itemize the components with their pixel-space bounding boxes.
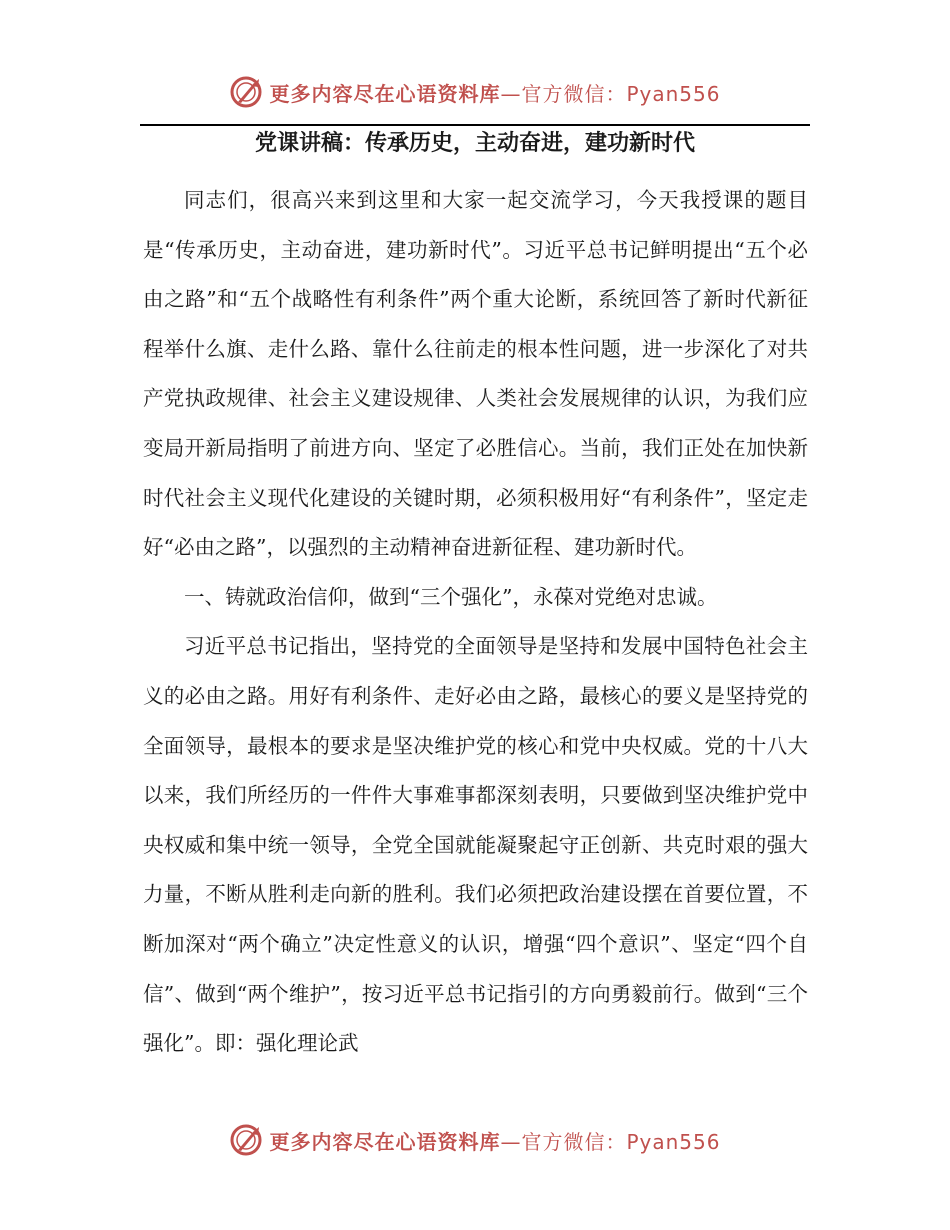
header-banner — [0, 72, 950, 112]
paragraph-intro: 同志们，很高兴来到这里和大家一起交流学习，今天我授课的题目是“传承历史，主动奋进，建功新时代”。习近平总书记鲜明提出“五个必由之路”和“五个战略性有利条件”两个重大论断，系统回答了新时代新征程举什么旗、走什么路、靠什么往前走的根本性问题，进一步深化了对共产党执政规律、社会主义建设规律、人类社会发展规律的认识，为我们应变局开新局指明了前进方向、坚定了必胜信心。当前，我们正处在加快新时代社会主义现代化建设的关键时期，必须积极用好“有利条件”，坚定走好“必由之路”，以强烈的主动精神奋进新征程、建功新时代。 — [143, 188, 808, 560]
document-body — [143, 176, 808, 1069]
quill-logo-icon — [229, 75, 263, 109]
quill-logo-icon — [229, 1123, 263, 1157]
banner-contact-text: 官方微信：Pyan556 — [521, 81, 721, 106]
paragraph-section-heading: 一、铸就政治信仰，做到“三个强化”，永葆对党绝对忠诚。 — [184, 584, 718, 609]
paragraph-section-body: 习近平总书记指出，坚持党的全面领导是坚持和发展中国特色社会主义的必由之路。用好有利条件、走好必由之路，最核心的要义是坚持党的全面领导，最根本的要求是坚决维护党的核心和党中央权威。党的十八大以来，我们所经历的一件件大事难事都深刻表明，只要做到坚决维护党中央权威和集中统一领导，全党全国就能凝聚起守正创新、共克时艰的强大力量，不断从胜利走向新的胜利。我们必须把政治建设摆在首要位置，不断加深对“两个确立”决定性意义的认识，增强“四个意识”、坚定“四个自信”、做到“两个维护”，按习近平总书记指引的方向勇毅前行。做到“三个强化”。即：强化理论武 — [143, 634, 808, 1056]
header-rule — [140, 124, 810, 126]
banner-contact-text: 官方微信：Pyan556 — [521, 1129, 721, 1154]
banner-text — [269, 1126, 720, 1155]
document-title: 党课讲稿：传承历史，主动奋进，建功新时代 — [254, 131, 695, 156]
banner-text — [269, 78, 720, 107]
banner-main-text: 更多内容尽在心语资料库 — [269, 81, 501, 106]
footer-banner — [0, 1120, 950, 1160]
banner-dash: — — [500, 81, 522, 106]
banner-dash: — — [500, 1129, 522, 1154]
banner-main-text: 更多内容尽在心语资料库 — [269, 1129, 501, 1154]
